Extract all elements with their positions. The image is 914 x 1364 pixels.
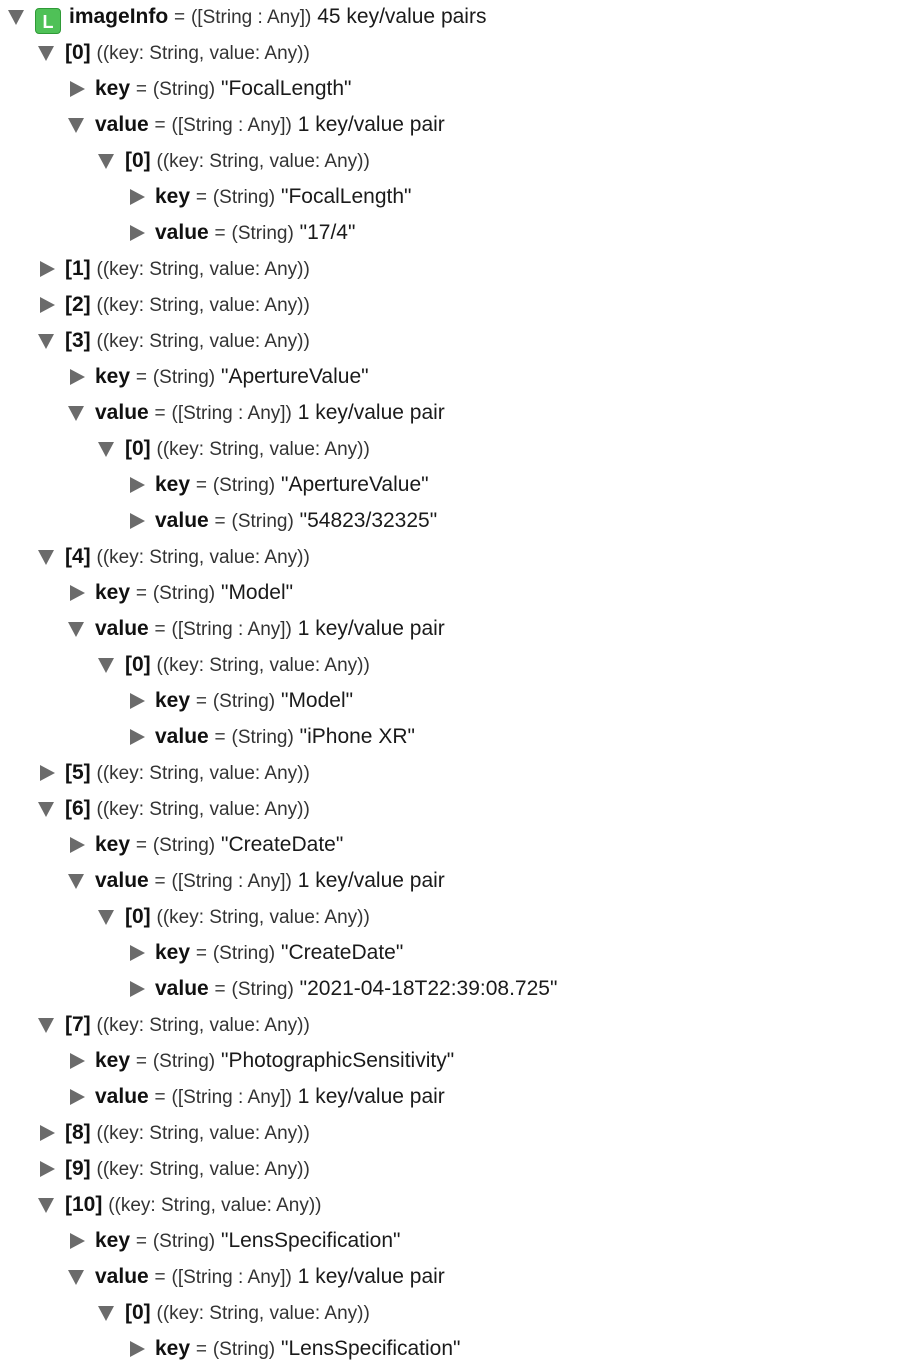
- key-label: key: [155, 185, 191, 208]
- key-label: key: [95, 581, 131, 604]
- value-label: value: [95, 113, 149, 136]
- key-type: (String): [152, 583, 216, 604]
- item-type: ((key: String, value: Any)): [96, 763, 310, 784]
- key-label: key: [155, 473, 191, 496]
- tree-row[interactable]: [0, 1295, 914, 1331]
- disclosure-triangle-collapsed-icon[interactable]: [40, 261, 55, 277]
- equals-sign: =: [154, 115, 166, 136]
- tree-row[interactable]: [0, 575, 914, 611]
- disclosure-triangle-expanded-icon[interactable]: [68, 874, 84, 889]
- disclosure-triangle-collapsed-icon[interactable]: [130, 729, 145, 745]
- key-value: "LensSpecification": [220, 1229, 401, 1252]
- tree-row[interactable]: [0, 611, 914, 647]
- disclosure-triangle-collapsed-icon[interactable]: [130, 945, 145, 961]
- key-type: (String): [212, 1339, 276, 1360]
- tree-row[interactable]: [0, 1331, 914, 1364]
- disclosure-triangle-expanded-icon[interactable]: [38, 1198, 54, 1213]
- row-content: [155, 935, 403, 972]
- value-label: value: [95, 1265, 149, 1288]
- item-index: [0]: [125, 149, 151, 172]
- tree-row[interactable]: [0, 395, 914, 431]
- disclosure-triangle-collapsed-icon[interactable]: [40, 1125, 55, 1141]
- row-content: [95, 395, 445, 432]
- item-index: [8]: [65, 1121, 91, 1144]
- equals-sign: =: [154, 1267, 166, 1288]
- key-value: "LensSpecification": [280, 1337, 461, 1360]
- equals-sign: =: [214, 223, 226, 244]
- row-content: [65, 755, 310, 792]
- key-label: key: [155, 689, 191, 712]
- item-type: ((key: String, value: Any)): [96, 43, 310, 64]
- tree-row[interactable]: [0, 827, 914, 863]
- tree-row[interactable]: [0, 467, 914, 503]
- tree-row[interactable]: [0, 1079, 914, 1115]
- disclosure-triangle-collapsed-icon[interactable]: [70, 585, 85, 601]
- value-summary: 1 key/value pair: [297, 869, 445, 892]
- equals-sign: =: [195, 943, 207, 964]
- disclosure-triangle-expanded-icon[interactable]: [8, 10, 24, 25]
- equals-sign: =: [214, 727, 226, 748]
- key-value: "ApertureValue": [220, 365, 369, 388]
- item-type: ((key: String, value: Any)): [156, 151, 370, 172]
- row-content: [125, 899, 370, 936]
- key-type: (String): [212, 691, 276, 712]
- tree-row[interactable]: [0, 251, 914, 287]
- equals-sign: =: [195, 187, 207, 208]
- tree-row[interactable]: [0, 1043, 914, 1079]
- equals-sign: =: [135, 1051, 147, 1072]
- row-content: [95, 1223, 401, 1260]
- row-content: [95, 1259, 445, 1296]
- tree-row[interactable]: [0, 1223, 914, 1259]
- value-type: (String): [231, 979, 294, 1000]
- value-label: value: [155, 509, 209, 532]
- tree-row[interactable]: [0, 1007, 914, 1043]
- value-string: "2021-04-18T22:39:08.725": [299, 977, 558, 1000]
- value-type: ([String : Any]): [171, 403, 292, 424]
- row-content: [95, 827, 343, 864]
- item-type: ((key: String, value: Any)): [156, 655, 370, 676]
- row-content: [65, 1007, 310, 1044]
- item-index: [5]: [65, 761, 91, 784]
- tree-row[interactable]: [0, 719, 914, 755]
- row-content: [155, 467, 429, 504]
- tree-row[interactable]: [0, 755, 914, 791]
- row-content: [65, 323, 310, 360]
- row-content: [155, 503, 437, 540]
- item-index: [10]: [65, 1193, 103, 1216]
- row-content: [65, 1187, 322, 1224]
- disclosure-triangle-collapsed-icon[interactable]: [40, 1161, 55, 1177]
- disclosure-triangle-expanded-icon[interactable]: [68, 118, 84, 133]
- row-content: [95, 1079, 445, 1116]
- disclosure-triangle-collapsed-icon[interactable]: [130, 513, 145, 529]
- local-variable-icon: L: [35, 8, 61, 34]
- disclosure-triangle-expanded-icon[interactable]: [38, 1018, 54, 1033]
- row-content: [35, 0, 486, 36]
- key-type: (String): [152, 79, 216, 100]
- item-type: ((key: String, value: Any)): [96, 331, 310, 352]
- equals-sign: =: [214, 979, 226, 1000]
- value-label: value: [95, 401, 149, 424]
- row-content: [95, 359, 369, 396]
- row-content: [155, 1331, 461, 1364]
- tree-row[interactable]: [0, 647, 914, 683]
- tree-row[interactable]: [0, 539, 914, 575]
- item-type: ((key: String, value: Any)): [96, 799, 310, 820]
- item-type: ((key: String, value: Any)): [96, 1123, 310, 1144]
- row-content: [155, 179, 411, 216]
- value-summary: 1 key/value pair: [297, 617, 445, 640]
- row-content: [65, 251, 310, 288]
- item-index: [2]: [65, 293, 91, 316]
- item-index: [0]: [125, 1301, 151, 1324]
- disclosure-triangle-collapsed-icon[interactable]: [70, 837, 85, 853]
- tree-row[interactable]: [0, 1151, 914, 1187]
- equals-sign: =: [154, 871, 166, 892]
- key-label: key: [155, 941, 191, 964]
- item-type: ((key: String, value: Any)): [108, 1195, 322, 1216]
- disclosure-triangle-expanded-icon[interactable]: [98, 1306, 114, 1321]
- item-index: [6]: [65, 797, 91, 820]
- disclosure-triangle-collapsed-icon[interactable]: [70, 1053, 85, 1069]
- value-type: (String): [231, 223, 294, 244]
- disclosure-triangle-collapsed-icon[interactable]: [70, 369, 85, 385]
- tree-row[interactable]: [0, 0, 914, 35]
- disclosure-triangle-collapsed-icon[interactable]: [70, 81, 85, 97]
- disclosure-triangle-collapsed-icon[interactable]: [130, 189, 145, 205]
- key-value: "CreateDate": [280, 941, 404, 964]
- item-index: [9]: [65, 1157, 91, 1180]
- key-label: key: [95, 833, 131, 856]
- equals-sign: =: [135, 367, 147, 388]
- tree-row[interactable]: [0, 971, 914, 1007]
- row-content: [155, 215, 355, 252]
- disclosure-triangle-collapsed-icon[interactable]: [130, 225, 145, 241]
- equals-sign: =: [154, 403, 166, 424]
- equals-sign: =: [135, 835, 147, 856]
- equals-sign: =: [154, 619, 166, 640]
- row-content: [95, 863, 445, 900]
- equals-sign: =: [174, 7, 186, 28]
- item-type: ((key: String, value: Any)): [96, 547, 310, 568]
- variable-type: ([String : Any]): [190, 7, 312, 28]
- tree-row[interactable]: [0, 359, 914, 395]
- key-label: key: [155, 1337, 191, 1360]
- item-index: [1]: [65, 257, 91, 280]
- disclosure-triangle-expanded-icon[interactable]: [38, 46, 54, 61]
- key-value: "FocalLength": [220, 77, 352, 100]
- row-content: [95, 71, 351, 108]
- tree-row[interactable]: [0, 1187, 914, 1223]
- key-value: "Model": [220, 581, 294, 604]
- value-type: ([String : Any]): [171, 871, 292, 892]
- tree-row[interactable]: [0, 143, 914, 179]
- disclosure-triangle-expanded-icon[interactable]: [98, 154, 114, 169]
- disclosure-triangle-collapsed-icon[interactable]: [130, 693, 145, 709]
- row-content: [65, 791, 310, 828]
- key-type: (String): [152, 367, 216, 388]
- tree-row[interactable]: [0, 107, 914, 143]
- row-content: [125, 143, 370, 180]
- key-type: (String): [212, 475, 276, 496]
- value-label: value: [95, 617, 149, 640]
- value-type: (String): [231, 511, 294, 532]
- key-value: "FocalLength": [280, 185, 412, 208]
- value-string: "iPhone XR": [299, 725, 415, 748]
- row-content: [95, 575, 293, 612]
- equals-sign: =: [195, 475, 207, 496]
- key-label: key: [95, 1049, 131, 1072]
- item-index: [3]: [65, 329, 91, 352]
- value-string: "17/4": [299, 221, 356, 244]
- row-content: [155, 971, 557, 1008]
- disclosure-triangle-expanded-icon[interactable]: [98, 658, 114, 673]
- disclosure-triangle-expanded-icon[interactable]: [38, 550, 54, 565]
- key-value: "CreateDate": [220, 833, 344, 856]
- variable-name: imageInfo: [69, 5, 169, 28]
- equals-sign: =: [154, 1087, 166, 1108]
- item-index: [4]: [65, 545, 91, 568]
- disclosure-triangle-expanded-icon[interactable]: [68, 622, 84, 637]
- item-index: [0]: [125, 653, 151, 676]
- key-type: (String): [212, 943, 276, 964]
- value-summary: 1 key/value pair: [297, 401, 445, 424]
- row-content: [95, 107, 445, 144]
- value-type: ([String : Any]): [171, 115, 292, 136]
- row-content: [65, 1115, 310, 1152]
- tree-row[interactable]: [0, 503, 914, 539]
- row-content: [95, 1043, 454, 1080]
- tree-row[interactable]: [0, 323, 914, 359]
- value-summary: 1 key/value pair: [297, 113, 445, 136]
- value-summary: 1 key/value pair: [297, 1085, 445, 1108]
- disclosure-triangle-collapsed-icon[interactable]: [40, 765, 55, 781]
- item-index: [7]: [65, 1013, 91, 1036]
- key-type: (String): [152, 835, 216, 856]
- equals-sign: =: [135, 583, 147, 604]
- disclosure-triangle-expanded-icon[interactable]: [38, 334, 54, 349]
- value-type: ([String : Any]): [171, 1267, 292, 1288]
- key-label: key: [95, 1229, 131, 1252]
- value-type: (String): [231, 727, 294, 748]
- variable-summary: 45 key/value pairs: [317, 5, 487, 28]
- item-index: [0]: [125, 437, 151, 460]
- row-content: [95, 611, 445, 648]
- value-label: value: [155, 977, 209, 1000]
- value-label: value: [155, 221, 209, 244]
- disclosure-triangle-expanded-icon[interactable]: [98, 442, 114, 457]
- value-string: "54823/32325": [299, 509, 438, 532]
- item-type: ((key: String, value: Any)): [156, 439, 370, 460]
- value-type: ([String : Any]): [171, 1087, 292, 1108]
- disclosure-triangle-collapsed-icon[interactable]: [70, 1089, 85, 1105]
- item-type: ((key: String, value: Any)): [96, 1015, 310, 1036]
- row-content: [155, 683, 353, 720]
- disclosure-triangle-expanded-icon[interactable]: [98, 910, 114, 925]
- disclosure-triangle-expanded-icon[interactable]: [68, 1270, 84, 1285]
- value-label: value: [95, 869, 149, 892]
- row-content: [155, 719, 415, 756]
- row-content: [65, 35, 310, 72]
- item-type: ((key: String, value: Any)): [96, 295, 310, 316]
- tree-row[interactable]: [0, 683, 914, 719]
- disclosure-triangle-collapsed-icon[interactable]: [70, 1233, 85, 1249]
- item-index: [0]: [125, 905, 151, 928]
- row-content: [125, 431, 370, 468]
- tree-row[interactable]: [0, 215, 914, 251]
- disclosure-triangle-collapsed-icon[interactable]: [130, 981, 145, 997]
- row-content: [125, 1295, 370, 1332]
- tree-row[interactable]: [0, 863, 914, 899]
- tree-row[interactable]: [0, 179, 914, 215]
- row-content: [65, 1151, 310, 1188]
- disclosure-triangle-expanded-icon[interactable]: [68, 406, 84, 421]
- item-type: ((key: String, value: Any)): [96, 259, 310, 280]
- tree-row[interactable]: [0, 287, 914, 323]
- equals-sign: =: [135, 79, 147, 100]
- tree-row[interactable]: [0, 899, 914, 935]
- equals-sign: =: [195, 691, 207, 712]
- tree-row[interactable]: [0, 1115, 914, 1151]
- row-content: [65, 287, 310, 324]
- tree-row[interactable]: [0, 791, 914, 827]
- tree-row[interactable]: [0, 35, 914, 71]
- value-type: ([String : Any]): [171, 619, 292, 640]
- equals-sign: =: [214, 511, 226, 532]
- key-type: (String): [152, 1231, 216, 1252]
- key-label: key: [95, 77, 131, 100]
- equals-sign: =: [195, 1339, 207, 1360]
- disclosure-triangle-collapsed-icon[interactable]: [130, 477, 145, 493]
- key-type: (String): [152, 1051, 216, 1072]
- tree-row[interactable]: [0, 1259, 914, 1295]
- value-label: value: [95, 1085, 149, 1108]
- item-type: ((key: String, value: Any)): [96, 1159, 310, 1180]
- item-index: [0]: [65, 41, 91, 64]
- item-type: ((key: String, value: Any)): [156, 1303, 370, 1324]
- item-type: ((key: String, value: Any)): [156, 907, 370, 928]
- key-value: "ApertureValue": [280, 473, 429, 496]
- value-summary: 1 key/value pair: [297, 1265, 445, 1288]
- disclosure-triangle-expanded-icon[interactable]: [38, 802, 54, 817]
- tree-row[interactable]: [0, 431, 914, 467]
- value-label: value: [155, 725, 209, 748]
- disclosure-triangle-collapsed-icon[interactable]: [130, 1341, 145, 1357]
- key-value: "Model": [280, 689, 354, 712]
- key-type: (String): [212, 187, 276, 208]
- tree-row[interactable]: [0, 71, 914, 107]
- key-value: "PhotographicSensitivity": [220, 1049, 455, 1072]
- tree-row[interactable]: [0, 935, 914, 971]
- row-content: [125, 647, 370, 684]
- row-content: [65, 539, 310, 576]
- key-label: key: [95, 365, 131, 388]
- equals-sign: =: [135, 1231, 147, 1252]
- disclosure-triangle-collapsed-icon[interactable]: [40, 297, 55, 313]
